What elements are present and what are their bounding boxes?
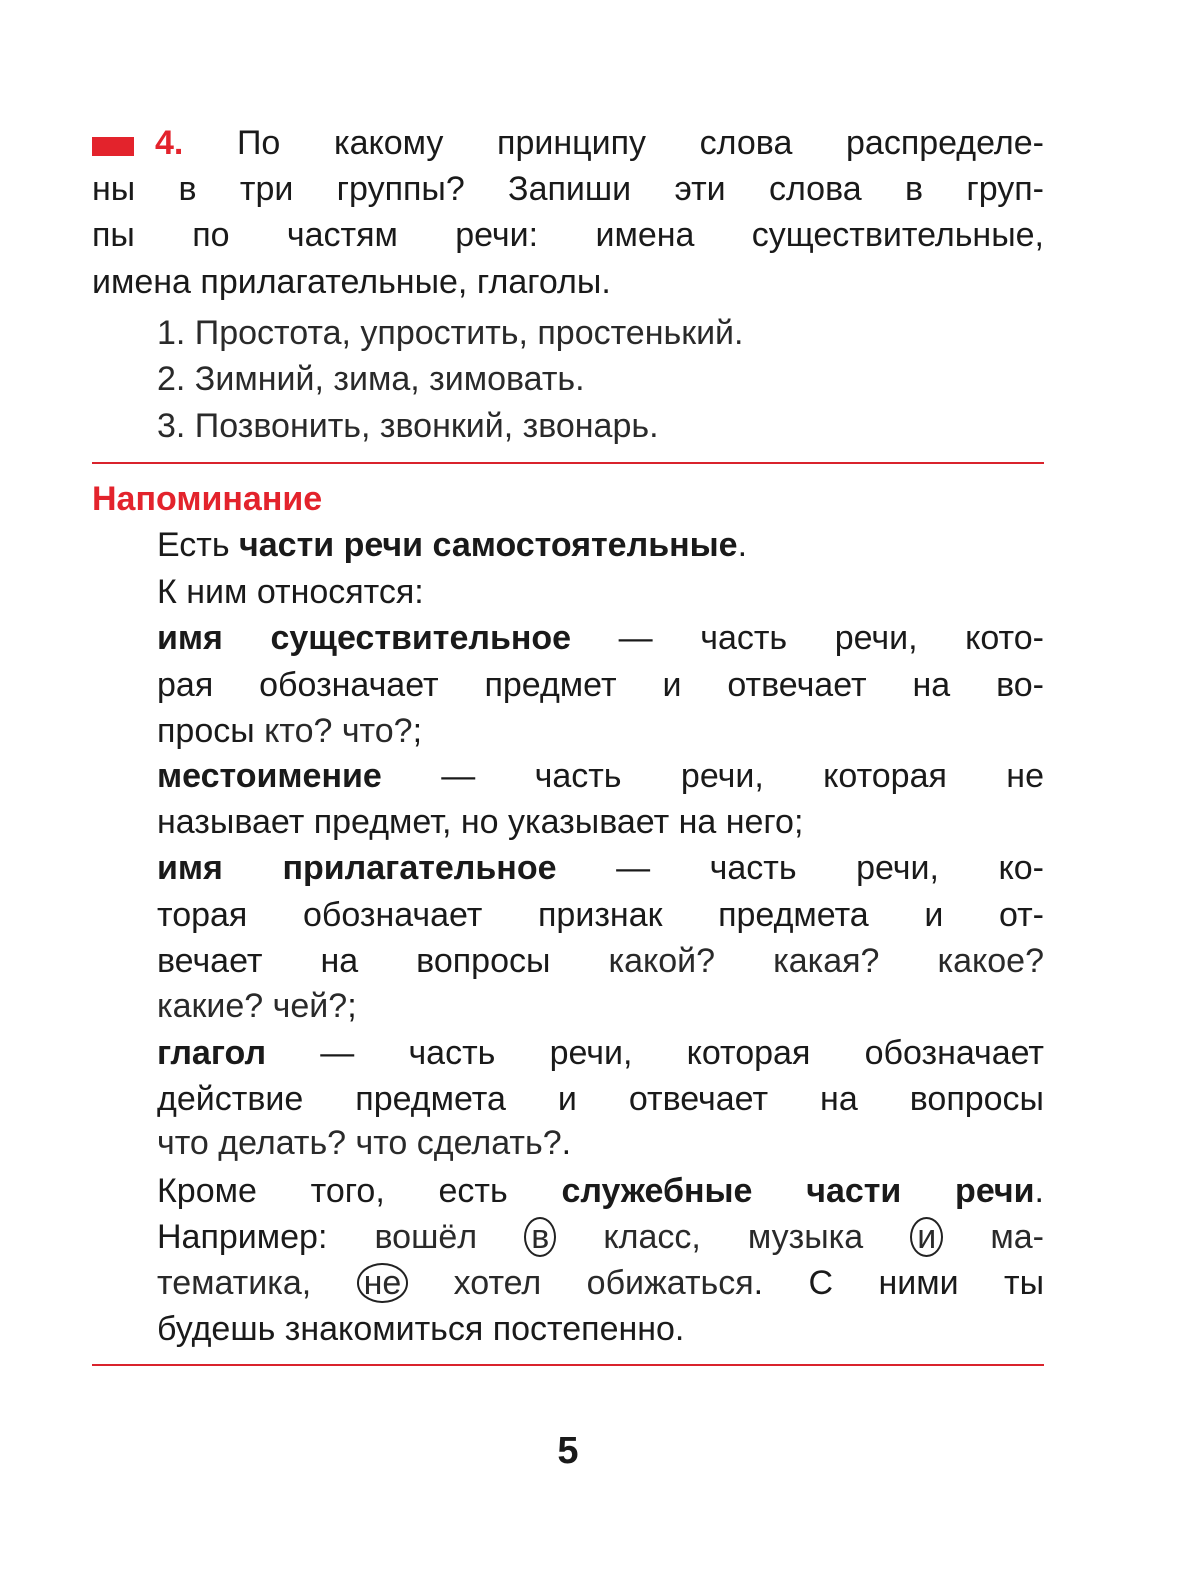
text-segment: хотел обижаться bbox=[408, 1264, 754, 1302]
bold-term: имя прилагательное bbox=[157, 849, 557, 887]
text-segment: просы bbox=[157, 712, 265, 750]
bold-term: служебные части речи bbox=[561, 1172, 1035, 1210]
text-segment: . С ними ты bbox=[753, 1264, 1045, 1302]
text-segment: называет предмет, но указывает на него; bbox=[157, 803, 804, 841]
text-segment: будешь знакомиться постепенно. bbox=[157, 1310, 685, 1348]
text-line bbox=[157, 1306, 1044, 1352]
text-segment: — часть речи, которая обозначает bbox=[266, 1034, 1044, 1072]
text-segment: Есть bbox=[157, 526, 240, 564]
page-number: 5 bbox=[557, 1430, 579, 1472]
text-line bbox=[157, 1214, 1044, 1260]
text-line bbox=[157, 403, 1044, 449]
text-segment: — часть речи, кото- bbox=[571, 619, 1044, 657]
text-segment: 4. bbox=[155, 124, 184, 162]
bold-term: части речи самостоятельные bbox=[239, 526, 738, 564]
bold-term: местоимение bbox=[157, 757, 382, 795]
text-segment: ; bbox=[412, 712, 423, 750]
text-line bbox=[157, 1030, 1044, 1076]
text-line bbox=[92, 259, 1044, 305]
exercise-marker bbox=[92, 137, 134, 156]
text-segment: ; bbox=[347, 987, 357, 1025]
text-line bbox=[157, 615, 1044, 661]
text-segment: — часть речи, которая не bbox=[381, 757, 1044, 795]
text-segment: кто? что? bbox=[264, 712, 413, 750]
text-segment: что делать? что сделать? bbox=[157, 1124, 562, 1162]
text-line bbox=[92, 166, 1044, 212]
text-segment: По какому принципу слова распределе- bbox=[183, 124, 1044, 162]
circled-word: и bbox=[910, 1217, 943, 1257]
text-segment: вошёл bbox=[374, 1218, 525, 1256]
text-line bbox=[157, 1168, 1044, 1214]
text-segment: торая обозначает признак предмета и от- bbox=[157, 896, 1044, 934]
text-segment: класс, музыка bbox=[556, 1218, 911, 1256]
text-segment: 2. Зимний, зима, зимовать. bbox=[157, 360, 585, 398]
text-segment: Например: bbox=[157, 1218, 375, 1256]
text-segment: . bbox=[561, 1124, 572, 1162]
text-segment: Кроме того, есть bbox=[157, 1172, 562, 1210]
text-segment: какой? какая? какое? bbox=[608, 942, 1044, 980]
text-line bbox=[157, 1260, 1044, 1306]
text-segment: какие? чей? bbox=[157, 987, 348, 1025]
text-line bbox=[157, 1120, 1044, 1166]
text-segment: действие предмета и отвечает на вопросы bbox=[157, 1080, 1044, 1118]
divider-bottom bbox=[92, 1364, 1044, 1366]
text-line bbox=[157, 522, 1044, 568]
text-line bbox=[157, 983, 1044, 1029]
text-line bbox=[157, 708, 1044, 754]
text-line bbox=[157, 845, 1044, 891]
text-segment: 3. Позвонить, звонкий, звонарь. bbox=[157, 407, 659, 445]
text-segment: пы по частям речи: имена существительные, bbox=[92, 216, 1044, 254]
text-line bbox=[157, 753, 1044, 799]
text-segment: К ним относятся: bbox=[157, 573, 424, 611]
text-line bbox=[157, 356, 1044, 402]
text-segment: вечает на вопросы bbox=[157, 942, 609, 980]
text-line bbox=[155, 120, 1044, 166]
text-segment: рая обозначает предмет и отвечает на во- bbox=[157, 666, 1044, 704]
text-line bbox=[157, 1076, 1044, 1122]
reminder-heading: Напоминание bbox=[92, 480, 323, 518]
bold-term: глагол bbox=[157, 1034, 267, 1072]
text-segment: ны в три группы? Запиши эти слова в груп- bbox=[92, 170, 1044, 208]
text-line bbox=[157, 662, 1044, 708]
text-line bbox=[157, 892, 1044, 938]
text-segment: — часть речи, ко- bbox=[556, 849, 1044, 887]
text-segment: ма- bbox=[943, 1218, 1044, 1256]
text-segment: . bbox=[1034, 1172, 1044, 1210]
text-segment: тематика, bbox=[157, 1264, 357, 1302]
text-line bbox=[157, 938, 1044, 984]
circled-word: в bbox=[524, 1217, 556, 1257]
text-line bbox=[157, 310, 1044, 356]
circled-word: не bbox=[357, 1263, 409, 1303]
bold-term: имя существительное bbox=[157, 619, 572, 657]
text-segment: имена прилагательные, глаголы. bbox=[92, 263, 611, 301]
divider-top bbox=[92, 462, 1044, 464]
text-line bbox=[92, 212, 1044, 258]
text-line bbox=[157, 569, 1044, 615]
text-line bbox=[157, 799, 1044, 845]
text-segment: 1. Простота, упростить, простенький. bbox=[157, 314, 744, 352]
text-segment: . bbox=[737, 526, 748, 564]
